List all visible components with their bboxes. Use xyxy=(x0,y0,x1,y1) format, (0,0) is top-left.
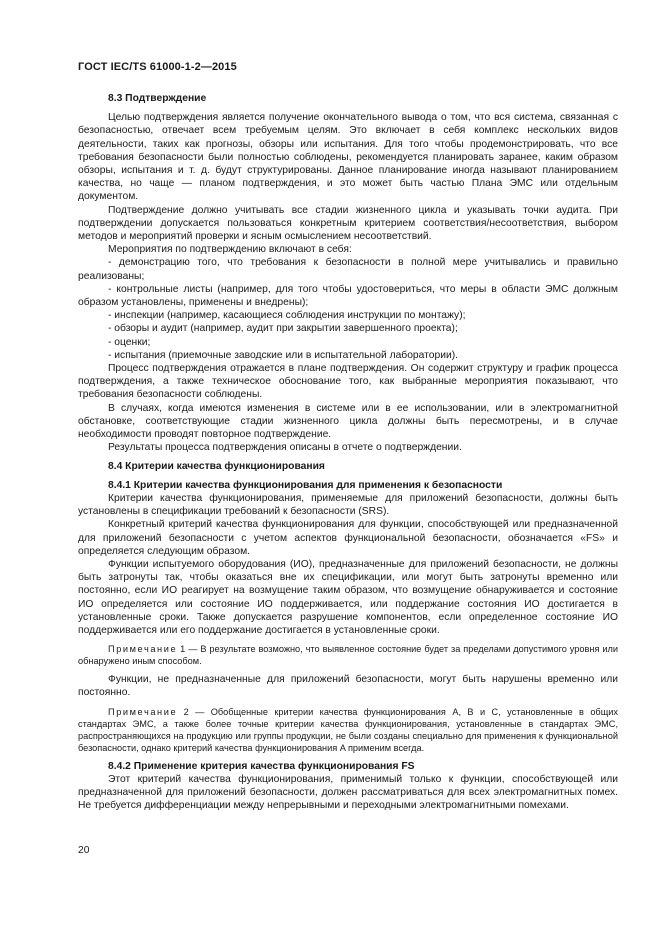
paragraph: Процесс подтверждения отражается в плане подтверждения. Он содержит структуру и график процесса подтверждения, а также техническое обоснование того, как выбранные мероприятия показывают, что требования безопасности соблюдены. xyxy=(78,363,618,401)
standard-code-header: ГОСТ IEC/TS 61000-1-2—2015 xyxy=(78,61,237,73)
paragraph: Результаты процесса подтверждения описаны в отчете о подтверждении. xyxy=(108,442,462,454)
note-2-text: 2 — Обобщенные критерии качества функционирования A, B и C, установленные в общих стандартах ЭМС, а также более точные критерии качества функционирования, установленные в стандартах ЭМС, распространяющихся на продукцию или группы продукции, не были созданы специально для применения к функциональной безопасности, однако критерий качества функционирования A применим всегда. xyxy=(78,706,618,753)
note-1-label: Примечание xyxy=(108,644,178,655)
document-body xyxy=(78,92,618,812)
list-item: - инспекции (например, касающиеся соблюдения инструкции по монтажу); xyxy=(108,310,466,322)
note-1-text: 1 — В результате возможно, что выявленное состояние будет за пределами допустимого уровня или обнаружено иным способом. xyxy=(78,644,618,667)
page-number: 20 xyxy=(78,845,90,856)
section-8-3-heading: 8.3 Подтверждение xyxy=(108,93,207,104)
list-item: - демонстрацию того, что требования к безопасности в полной мере учитывались и правильно реализованы; xyxy=(78,257,618,282)
note-1 xyxy=(78,643,618,667)
list-item: - оценки; xyxy=(108,336,151,348)
list-item: - обзоры и аудит (например, аудит при закрытии завершенного проекта); xyxy=(108,323,458,335)
paragraph: Конкретный критерий качества функционирования для функции, способствующей или предназначенной для приложений безопасности с учетом аспектов функциональной безопасности, обозначается «FS» и определяется следующим образом. xyxy=(78,519,618,557)
note-2 xyxy=(78,706,618,754)
list-item: - испытания (приемочные заводские или в испытательной лаборатории). xyxy=(108,349,458,361)
paragraph: Подтверждение должно учитывать все стадии жизненного цикла и указывать точки аудита. При подтверждении допускается пользоваться конкретным критерием соответствия/несоответствия, выбором методов и мероприятий проверки и ясным осмыслением несоответствий. xyxy=(78,204,618,243)
section-8-4-heading: 8.4 Критерии качества функционирования xyxy=(108,461,325,473)
paragraph: Функции испытуемого оборудования (ИО), предназначенные для приложений безопасности, не должны быть затронуты так, чтобы оказаться вне их спецификации, или могут быть затронуты временно или постоянно, если ИО реагирует на возмущение таким образом, что возмущение обнаруживается и состояние ИО определяется или состояние ИО поддерживается, или поддержание состояния ИО достигается в установленные сроки. Также допускается разрушение компонентов, если определенное состояние ИО поддерживается или его поддержание достигается в установленные сроки. xyxy=(78,558,618,636)
paragraph: Этот критерий качества функционирования, применимый только к функции, способствующей или предназначенной для приложений безопасности, должен рассматриваться для всех электромагнитных помех. Не требуется дифференциации между непрерывными и переходными электромагнитными помехами. xyxy=(78,773,618,812)
note-2-label: Примечание xyxy=(108,706,178,717)
paragraph: Мероприятия по подтверждению включают в себя: xyxy=(108,244,352,256)
paragraph: Целью подтверждения является получение окончательного вывода о том, что вся система, связанная с безопасностью, отвечает всем требуемым целям. Это включает в себя комплекс нескольких видов деятельности, таких как прогнозы, обзоры или испытания. Для того чтобы продемонстрировать, что все требования безопасности были полностью соблюдены, рекомендуется планировать заранее, каким образом обзоры, испытания и т. д. будут структурированы. Данное планирование иногда называют планированием качества, но чаще — планом подтверждения, и это может быть частью Плана ЭМС или отдельным документом. xyxy=(78,112,618,203)
subsection-8-4-2-heading: 8.4.2 Применение критерия качества функционирования FS xyxy=(108,760,415,772)
paragraph: Критерии качества функционирования, применяемые для приложений безопасности, должны быть установлены в спецификации требований к безопасности (SRS). xyxy=(78,492,618,518)
subsection-8-4-1-heading: 8.4.1 Критерии качества функционирования для применения к безопасности xyxy=(108,479,503,491)
paragraph: В случаях, когда имеются изменения в системе или в ее использовании, или в электромагнитной обстановке, соответствующие стадии жизненного цикла должны быть пересмотрены, и в случае необходимости проводят повторное подтверждение. xyxy=(78,402,618,441)
paragraph: Функции, не предназначенные для приложений безопасности, могут быть нарушены временно или постоянно. xyxy=(78,674,618,699)
list-item: - контрольные листы (например, для того чтобы удостовериться, что меры в области ЭМС должным образом установлены, применены и внедрены); xyxy=(78,283,618,309)
